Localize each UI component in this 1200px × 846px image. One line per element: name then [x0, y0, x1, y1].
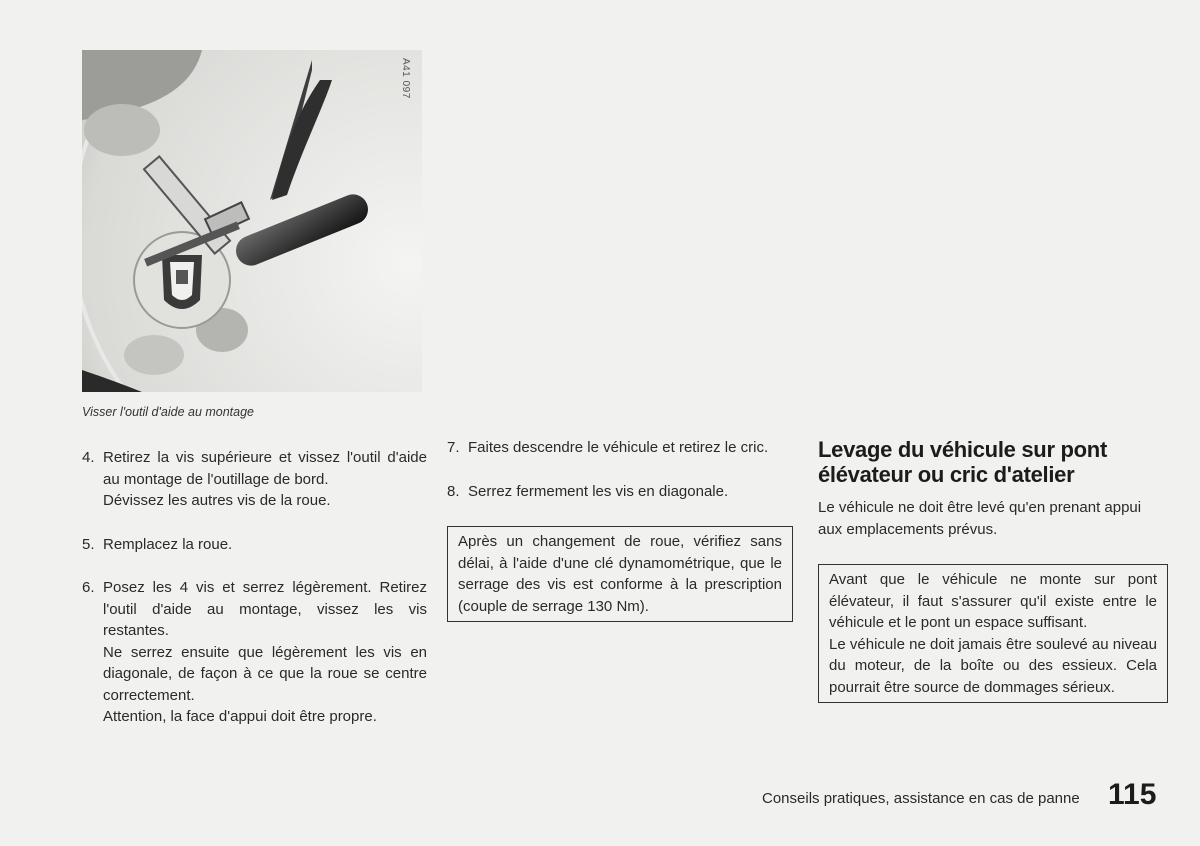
item-paragraph: Ne serrez ensuite que légèrement les vis en diagonale, de façon à ce que la roue se centre correctement. — [103, 643, 427, 704]
torque-note-box — [447, 526, 793, 622]
note-text: Après un changement de roue, vérifiez sans délai, à l'aide d'une clé dynamométrique, que le serrage des vis est conforme à la prescription (couple de serrage 130 Nm). — [458, 533, 782, 615]
item-paragraph: Attention, la face d'appui doit être propre. — [103, 708, 377, 725]
section-intro: Le véhicule ne doit être levé qu'en prenant appui aux emplacements prévus. — [818, 499, 1142, 538]
wheel-illustration — [82, 50, 422, 392]
page-number: 115 — [1108, 778, 1157, 811]
item-number: 6. — [82, 579, 95, 596]
item-number: 7. — [447, 439, 460, 456]
item-number: 4. — [82, 449, 95, 466]
warning-note-box — [818, 564, 1168, 703]
list-item — [82, 447, 427, 512]
footer-section-title: Conseils pratiques, assistance en cas de panne — [762, 790, 1080, 807]
item-paragraph: Retirez la vis supérieure et vissez l'outil d'aide au montage de l'outillage de bord. — [103, 449, 427, 488]
figure-code: A41 097 — [400, 58, 411, 99]
figure-caption: Visser l'outil d'aide au montage — [82, 405, 255, 419]
list-item — [447, 481, 797, 503]
note-text: Avant que le véhicule ne monte sur pont élévateur, il faut s'assurer qu'il existe entre le véhicule et le pont un espace suffisant. — [829, 571, 1157, 631]
item-paragraph: Remplacez la roue. — [103, 535, 233, 553]
item-number: 8. — [447, 482, 460, 500]
lifting-section — [818, 437, 1168, 703]
list-item — [447, 437, 797, 459]
item-number: 5. — [82, 535, 95, 553]
note-text: Le véhicule ne doit jamais être soulevé au niveau du moteur, de la boîte ou des essieux. Cela pourrait être source de dommages sérieux. — [829, 635, 1157, 696]
list-item — [82, 577, 427, 728]
list-item — [82, 534, 427, 556]
instructions-column-2 — [447, 437, 797, 622]
item-paragraph: Dévissez les autres vis de la roue. — [103, 492, 331, 509]
instructions-column-1 — [82, 447, 427, 728]
section-heading: Levage du véhicule sur pont élévateur ou cric d'atelier — [818, 437, 1107, 487]
item-paragraph: Faites descendre le véhicule et retirez le cric. — [468, 439, 769, 456]
item-paragraph: Posez les 4 vis et serrez légèrement. Retirez l'outil d'aide au montage, vissez les vis restantes. — [103, 579, 427, 639]
item-paragraph: Serrez fermement les vis en diagonale. — [468, 482, 729, 500]
